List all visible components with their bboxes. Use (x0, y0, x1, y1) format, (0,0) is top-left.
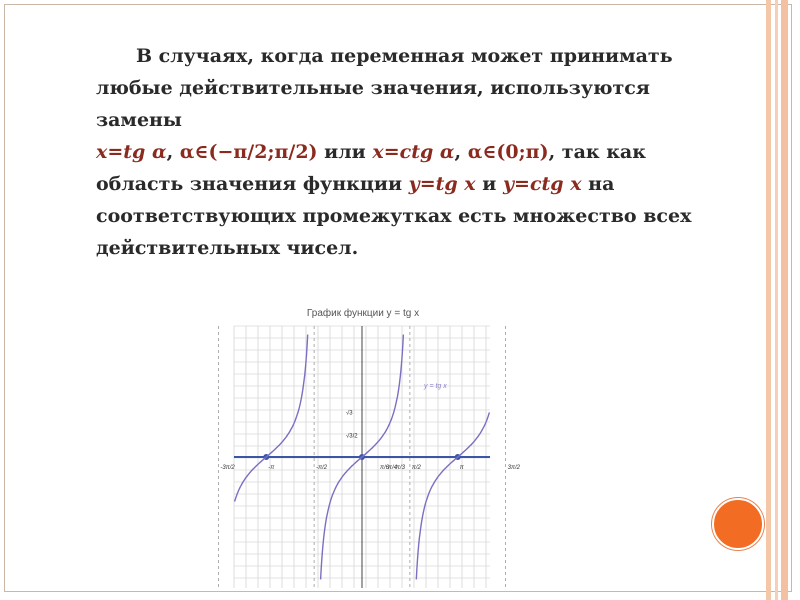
tangent-graph (220, 300, 520, 592)
sub1-interval: α∈(−π/2;π/2) (179, 141, 318, 163)
or-word: или (324, 141, 366, 163)
func-ctg: y=ctg x (502, 173, 582, 195)
sub2-interval: α∈(0;π) (467, 141, 549, 163)
line-1: В случаях, когда переменная может принимать (136, 45, 673, 67)
x-tick-label: 3π/2 (507, 465, 520, 471)
and-word: и (482, 173, 497, 195)
x-tick-label: π/3 (395, 465, 405, 471)
sub2-var: x=ctg (372, 141, 434, 163)
x-tick-label: π (459, 465, 464, 471)
y-tick-label: √3 (346, 410, 353, 417)
line-7: действительных чисел. (96, 237, 359, 259)
paragraph: В случаях, когда переменная может принимать любые действительные значения, используются замены x=tg α, α∈(−π/2;π/2) или x=ctg α, α∈(0;π), так как область значения функции y=tg x и y=ctg x на соответствующих промежутках есть множество всех действительных чисел. (96, 45, 692, 259)
line-6: соответствующих промежутках есть множество всех (96, 205, 692, 227)
line-3: замены (96, 109, 182, 131)
line-5-tail: на (588, 173, 615, 195)
sub1-alpha: α (151, 141, 167, 163)
x-tick-label: π/4 (387, 465, 397, 471)
line-5-start: область значения функции (96, 173, 403, 195)
y-tick-label: √3/2 (346, 433, 358, 440)
line-4-tail: , так как (548, 141, 646, 163)
sub1-var: x=tg (96, 141, 146, 163)
x-tick-label: π/6 (379, 465, 389, 471)
sub2-alpha: α (439, 141, 455, 163)
x-tick-label: -3π/2 (220, 465, 235, 471)
accent-circle (712, 498, 764, 550)
x-tick-label: π/2 (411, 465, 421, 471)
tangent-branch (416, 412, 489, 579)
legend-label: y = tg x (424, 383, 447, 390)
line-2: любые действительные значения, используются (96, 77, 650, 99)
chart-title: График функции y = tg x (306, 308, 420, 319)
x-tick-label: -π (268, 465, 275, 471)
decorative-stripes (766, 0, 792, 600)
func-tg: y=tg x (408, 173, 476, 195)
tangent-branch (235, 335, 308, 502)
tangent-chart-svg (220, 300, 520, 592)
x-tick-label: -π/2 (316, 465, 328, 471)
